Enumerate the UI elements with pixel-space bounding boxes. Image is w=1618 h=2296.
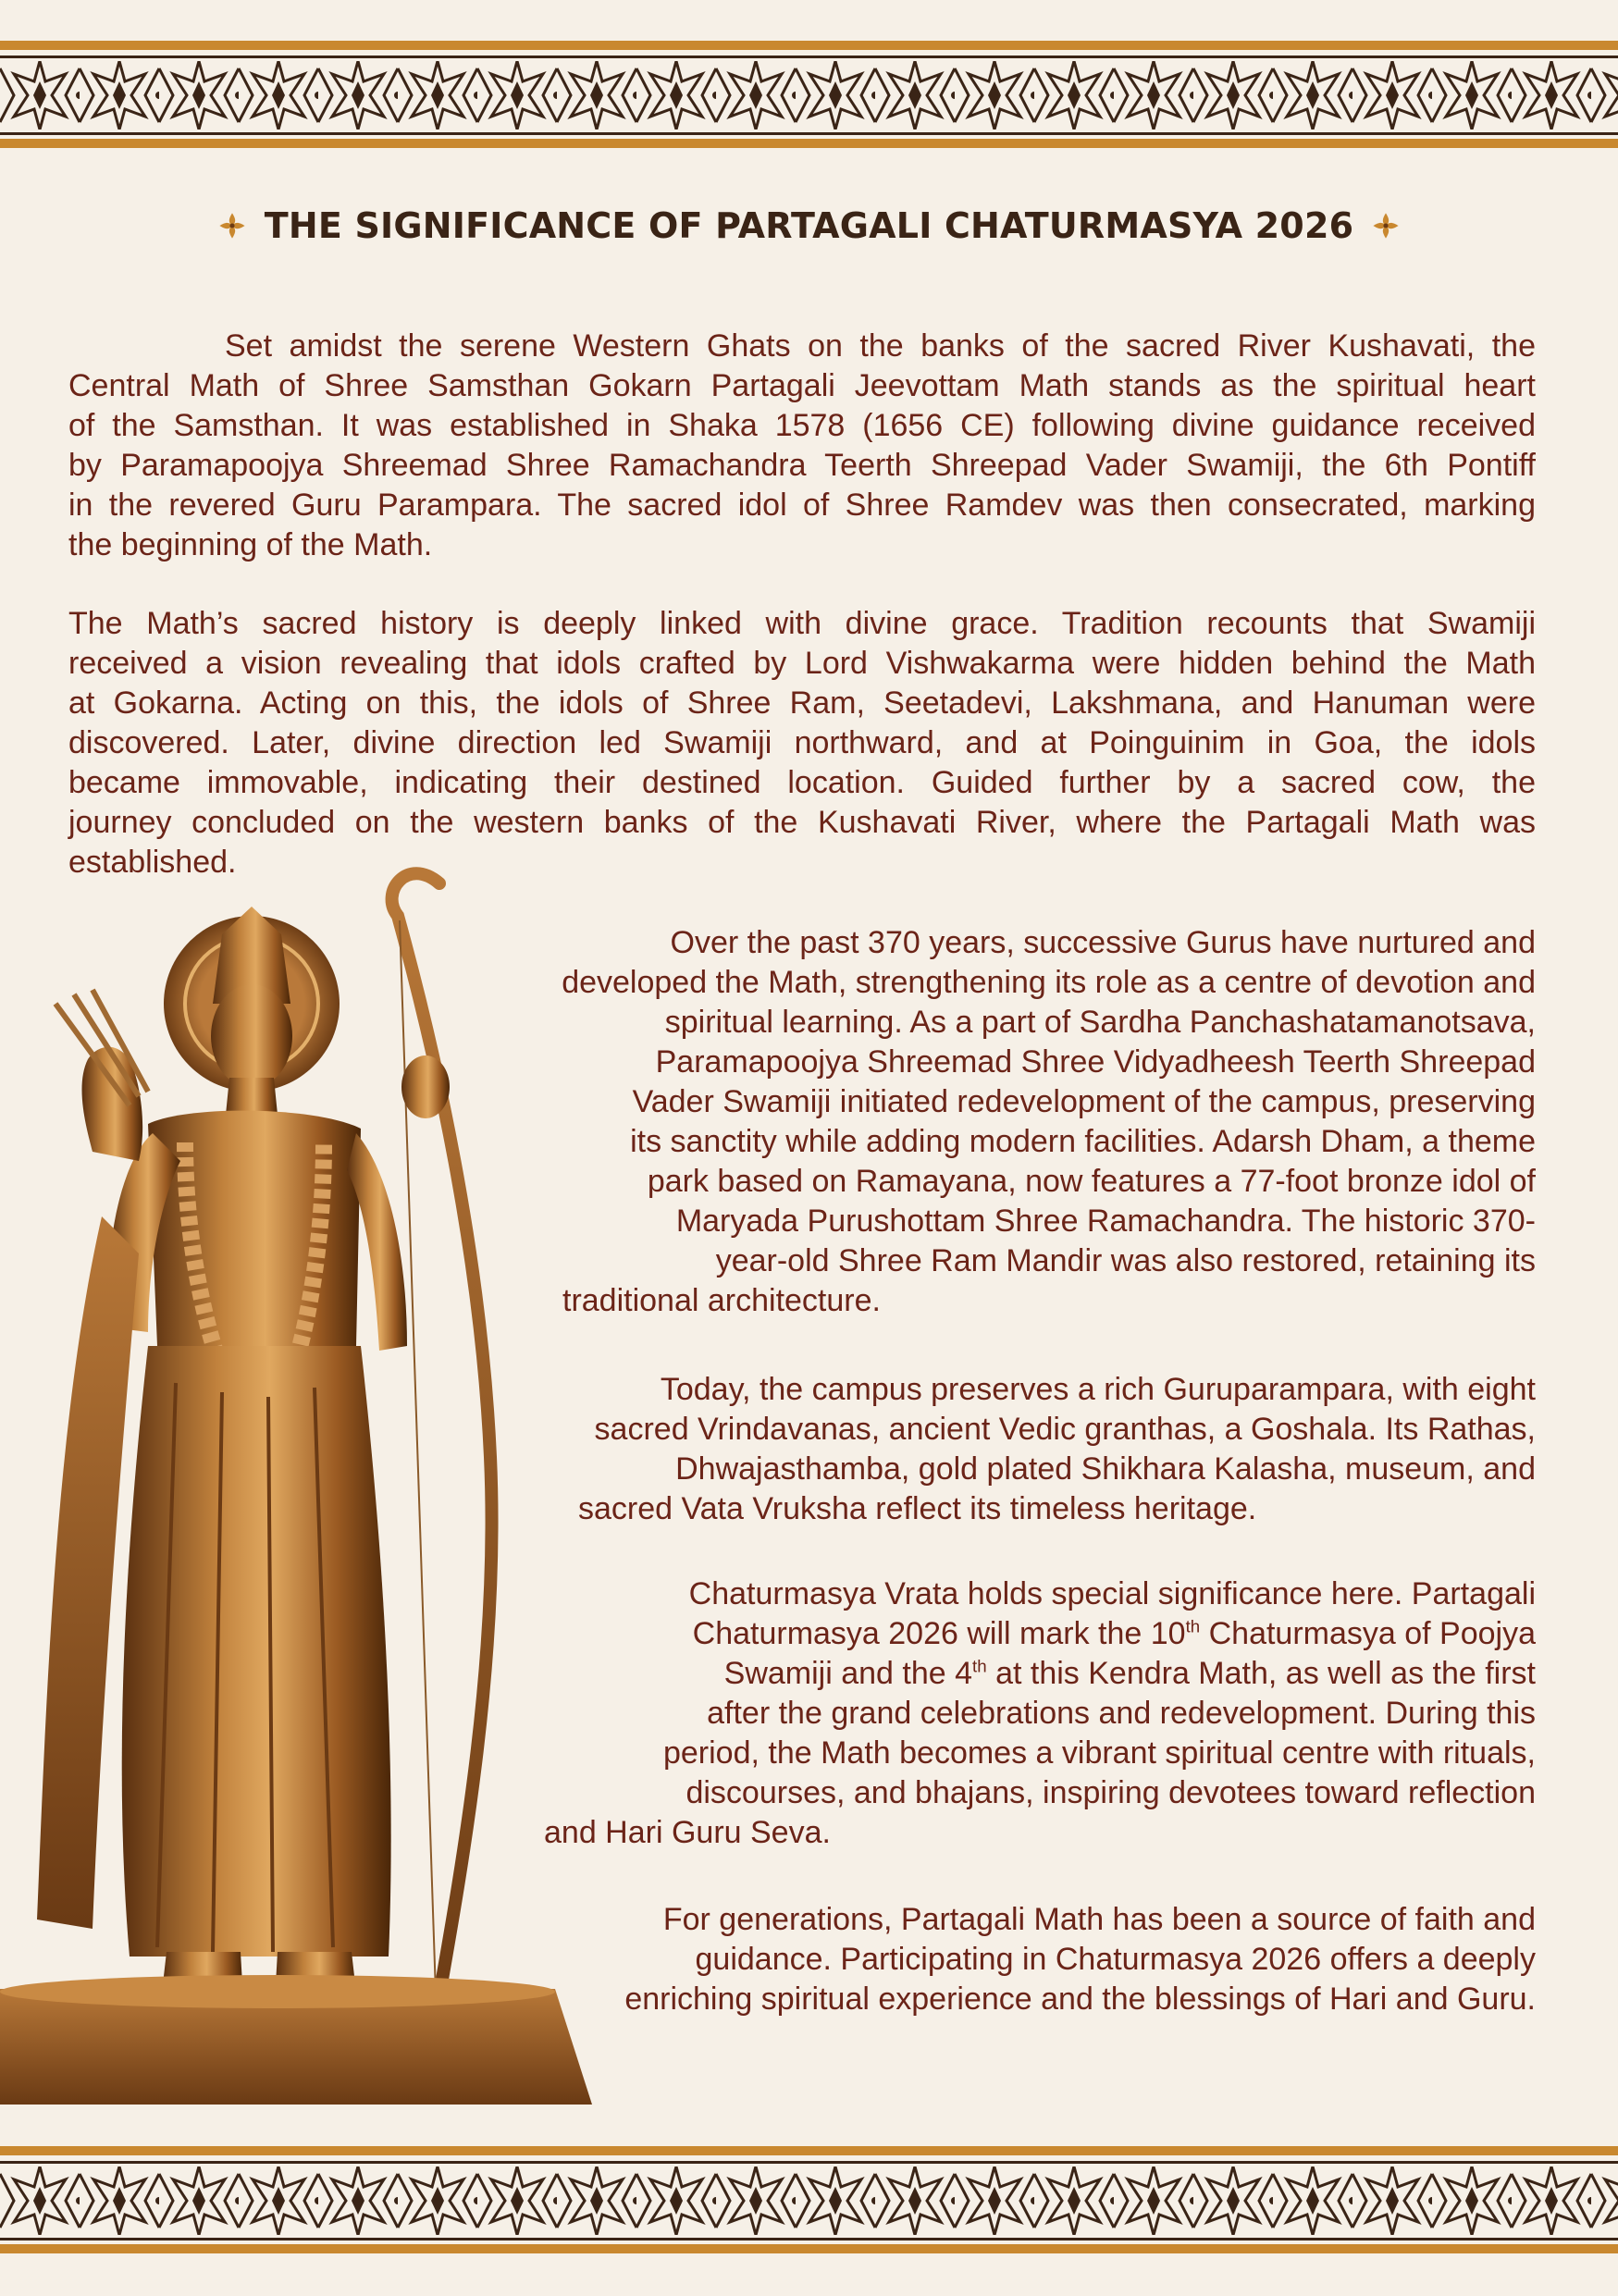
paragraph-line: its sanctity while adding modern facilities. Adarsh Dham, a theme: [630, 1124, 1536, 1159]
title-row: [0, 205, 1618, 246]
page-title: THE SIGNIFICANCE OF PARTAGALI CHATURMASYA 2026: [264, 205, 1354, 246]
bottom-ornamental-border: [0, 2146, 1618, 2255]
paragraph-line: sacred Vrindavanas, ancient Vedic granthas, a Goshala. Its Rathas,: [594, 1412, 1536, 1447]
paragraph-line: the beginning of the Math.: [68, 527, 433, 562]
paragraph-line: For generations, Partagali Math has been a source of faith and: [662, 1902, 1536, 1937]
paragraph-line: of the Samsthan. It was established in Shaka 1578 (1656 CE) following divine guidance received: [68, 408, 1536, 443]
paragraph-heritage: [481, 1370, 1536, 1529]
paragraph-line: at Gokarna. Acting on this, the idols of Shree Ram, Seetadevi, Lakshmana, and Hanuman were: [68, 685, 1536, 721]
paragraph-line: discourses, and bhajans, inspiring devotees toward reflection: [685, 1775, 1536, 1810]
paragraph-line: after the grand celebrations and redevelopment. During this: [707, 1696, 1536, 1731]
top-ornamental-border: [0, 41, 1618, 150]
paragraph-line: Set amidst the serene Western Ghats on the banks of the sacred River Kushavati, the: [225, 328, 1536, 364]
paragraph-line: Vader Swamiji initiated redevelopment of the campus, preserving: [632, 1084, 1536, 1119]
paragraph-line: by Paramapoojya Shreemad Shree Ramachandra Teerth Shreepad Vader Swamiji, the 6th Pontiff: [68, 448, 1536, 483]
paragraph-line: developed the Math, strengthening its role as a centre of devotion and: [562, 965, 1536, 1000]
paragraph-line: year-old Shree Ram Mandir was also restored, retaining its: [715, 1243, 1536, 1278]
paragraph-closing: [481, 1900, 1536, 2019]
paragraph-line: Dhwajasthamba, gold plated Shikhara Kalasha, museum, and: [675, 1451, 1536, 1487]
paragraph-line: Central Math of Shree Samsthan Gokarn Partagali Jeevottam Math stands as the spiritual heart: [68, 368, 1536, 403]
paragraph-line: traditional architecture.: [562, 1283, 881, 1318]
paragraph-line: park based on Ramayana, now features a 77-foot bronze idol of: [647, 1164, 1536, 1199]
flower-ornament-icon: [1370, 210, 1402, 241]
paragraph-line: in the revered Guru Parampara. The sacred idol of Shree Ramdev was then consecrated, marking: [68, 488, 1536, 523]
paragraph-intro: [68, 327, 1536, 565]
paragraph-line: Chaturmasya 2026 will mark the 10th Chaturmasya of Poojya: [692, 1616, 1536, 1651]
paragraph-line: journey concluded on the western banks of the Kushavati River, where the Partagali Math was: [68, 805, 1536, 840]
paragraph-chaturmasya: [481, 1574, 1536, 1853]
paragraph-history: [68, 604, 1536, 883]
paragraph-line: and Hari Guru Seva.: [544, 1815, 831, 1850]
paragraph-line: Chaturmasya Vrata holds special significance here. Partagali: [688, 1576, 1536, 1611]
paragraph-line: Maryada Purushottam Shree Ramachandra. The historic 370-: [675, 1204, 1536, 1239]
paragraph-line: enriching spiritual experience and the blessings of Hari and Guru.: [624, 1981, 1536, 2017]
paragraph-line: received a vision revealing that idols crafted by Lord Vishwakarma were hidden behind the Math: [68, 646, 1536, 681]
paragraph-line: established.: [68, 845, 237, 880]
paragraph-line: guidance. Participating in Chaturmasya 2026 offers a deeply: [695, 1942, 1536, 1977]
paragraph-line: The Math’s sacred history is deeply linked with divine grace. Tradition recounts that Swamiji: [68, 606, 1536, 641]
paragraph-line: Paramapoojya Shreemad Shree Vidyadheesh Teerth Shreepad: [655, 1044, 1536, 1080]
paragraph-line: spiritual learning. As a part of Sardha Panchashatamanotsava,: [664, 1005, 1536, 1040]
paragraph-line: Swamiji and the 4th at this Kendra Math, as well as the first: [723, 1656, 1536, 1691]
paragraph-line: discovered. Later, divine direction led Swamiji northward, and at Poinguinim in Goa, the idols: [68, 725, 1536, 760]
flower-ornament-icon: [216, 210, 248, 241]
paragraph-line: Today, the campus preserves a rich Guruparampara, with eight: [660, 1372, 1536, 1407]
paragraph-development: [481, 923, 1536, 1321]
paragraph-line: Over the past 370 years, successive Gurus have nurtured and: [670, 925, 1536, 960]
paragraph-line: became immovable, indicating their destined location. Guided further by a sacred cow, the: [68, 765, 1536, 800]
paragraph-line: sacred Vata Vruksha reflect its timeless heritage.: [578, 1491, 1257, 1526]
paragraph-line: period, the Math becomes a vibrant spiritual centre with rituals,: [662, 1735, 1536, 1771]
